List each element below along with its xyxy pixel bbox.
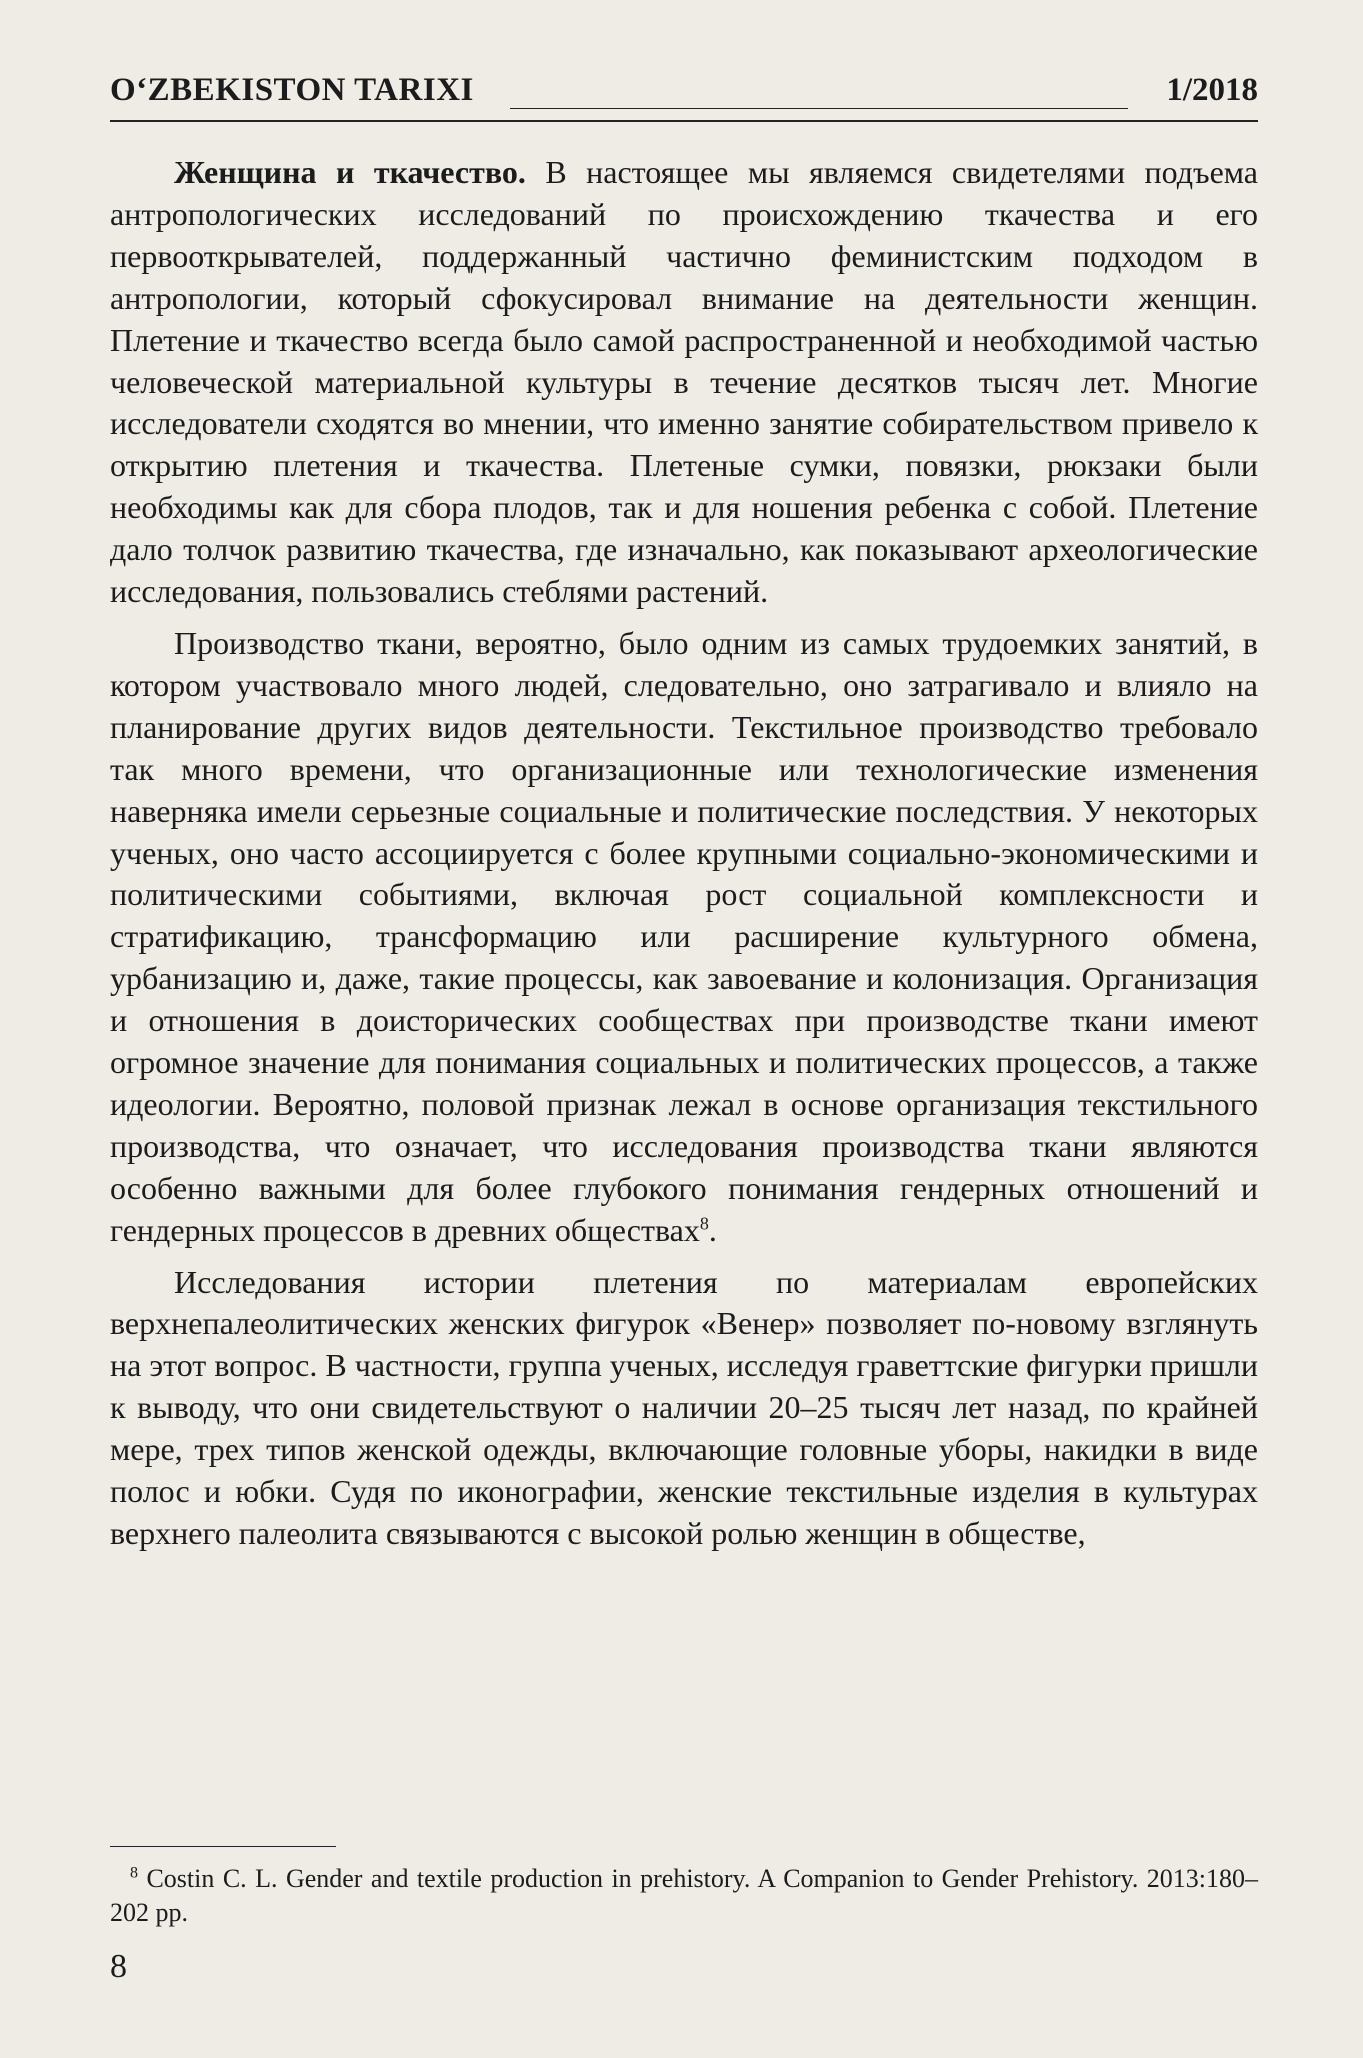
journal-title: O‘ZBEKISTON TARIXI <box>110 72 474 108</box>
article-body <box>110 152 1258 1565</box>
paragraph-2-text: Производство ткани, вероятно, было одним из самых трудоемких занятий, в котором участвовало много людей, следовательно, оно затрагивало и влияло на планирование других видов деятельности. Текстильное производство требовало так много времени, что организационные или технологические изменения наверняка имели серьезные социальные и политические последствия. У некоторых ученых, оно часто ассоциируется с более крупными социально-экономическими и политическими событиями, включая рост социальной комплексности и стратификацию, трансформацию или расширение культурного обмена, урбанизацию и, даже, такие процессы, как завоевание и колонизация. Организация и отношения в доисторических сообществах при производстве ткани имеют огромное значение для понимания социальных и политических процессов, а также идеологии. Вероятно, половой признак лежал в основе организация текстильного производства, что означает, что исследования производства ткани являются особенно важными для более глубокого понимания гендерных отношений и гендерных процессов в древних обществах <box>110 624 1258 1248</box>
page-number: 8 <box>110 1948 127 1985</box>
header-rule <box>110 120 1258 122</box>
paragraph-3 <box>110 1262 1258 1555</box>
footnote <box>110 1862 1258 1930</box>
footnote-number: 8 <box>130 1864 138 1882</box>
footnote-text: Costin C. L. Gender and textile production in prehistory. A Companion to Gender Prehistory. 2013:180–202 pp. <box>110 1864 1258 1927</box>
issue-number: 1/2018 <box>1166 72 1258 108</box>
footnote-reference: 8 <box>699 1213 709 1233</box>
header-underline <box>510 108 1128 109</box>
paragraph-2 <box>110 623 1258 1252</box>
footnote-separator <box>110 1846 336 1847</box>
paragraph-1-text: В настоящее мы являемся свидетелями подъема антропологических исследований по происхождению ткачества и его первооткрывателей, поддержанный частично феминистским подходом в антропологии, который сфокусировал внимание на деятельности женщин. Плетение и ткачество всегда было самой распространенной и необходимой частью человеческой материальной культуры в течение десятков тысяч лет. Многие исследователи сходятся во мнении, что именно занятие собирательством привело к открытию плетения и ткачества. Плетеные сумки, повязки, рюкзаки были необходимы как для сбора плодов, так и для ношения ребенка с собой. Плетение дало толчок развитию ткачества, где изначально, как показывают археологические исследования, пользовались стеблями растений. <box>110 154 1259 610</box>
paragraph-3-text: Исследования истории плетения по материалам европейских верхнепалеолитических женских фигурок «Венер» позволяет по-новому взглянуть на этот вопрос. В частности, группа ученых, исследуя граветтские фигурки пришли к выводу, что они свидетельствуют о наличии 20–25 тысяч лет назад, по крайней мере, трех типов женской одежды, включающие головные уборы, накидки в виде полос и юбки. Судя по иконографии, женские текстильные изделия в культурах верхнего палеолита связываются с высокой ролью женщин в обществе, <box>110 1263 1258 1551</box>
paragraph-1 <box>110 152 1258 613</box>
paragraph-2-end: . <box>708 1211 717 1248</box>
running-header <box>110 66 1258 124</box>
section-heading: Женщина и ткачество. <box>174 154 526 190</box>
